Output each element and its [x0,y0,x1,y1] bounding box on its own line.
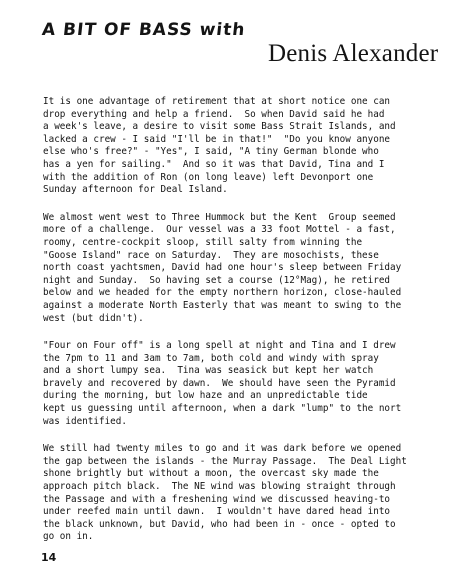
text-line: approach pitch black. The NE wind was blowing straight through [43,481,396,493]
article-body [43,96,468,559]
text-line: under reefed main until dawn. I wouldn't have dared head into [43,506,391,518]
text-line: the black unknown, but David, who had been in - once - opted to [43,518,396,530]
text-line: We still had twenty miles to go and it was dark before we opened [43,443,402,455]
text-line: lacked a crew - I said "I'll be in that!" "Do you know anyone [43,133,391,145]
paragraph [43,443,468,544]
text-line: against a moderate North Easterly that was meant to swing to the [43,299,402,311]
text-line: It is one advantage of retirement that at short notice one can [43,96,391,107]
text-line: else who's free?" - "Yes", I said, "A tiny German blonde who [43,146,379,158]
paragraph [43,96,468,197]
article-heading: A BIT OF BASS with [40,20,247,40]
text-line: was identified. [43,415,127,427]
text-line: We almost went west to Three Hummock but the Kent Group seemed [43,211,396,223]
page-number: 14 [41,551,57,564]
text-line: west (but didn't). [43,312,144,324]
text-line: the Passage and with a freshening wind we discussed heaving-to [43,493,391,505]
text-line: bravely and recovered by dawn. We should have seen the Pyramid [43,377,396,389]
text-line: drop everything and help a friend. So when David said he had [43,108,385,120]
text-line: Sunday afternoon for Deal Island. [43,184,228,196]
text-line: has a yen for sailing." And so it was that David, Tina and I [43,158,385,170]
text-line: a week's leave, a desire to visit some Bass Strait Islands, and [43,121,396,133]
text-line: during the morning, but low haze and an unpredictable tide [43,390,368,402]
author-name: Denis Alexander [268,40,439,67]
text-line: north coast yachtsmen, David had one hour's sleep between Friday [43,262,402,274]
text-line: and a short lumpy sea. Tina was seasick but kept her watch [43,365,374,377]
text-line: the gap between the islands - the Murray Passage. The Deal Light [43,455,407,467]
text-line: kept us guessing until afternoon, when a dark "lump" to the nort [43,403,402,415]
text-line: the 7pm to 11 and 3am to 7am, both cold and windy with spray [43,352,379,364]
text-line: roomy, centre-cockpit sloop, still salty from winning the [43,236,363,248]
text-line: with the addition of Ron (on long leave) left Devonport one [43,171,374,183]
text-line: shone brightly but without a moon, the overcast sky made the [43,468,379,480]
text-line: "Goose Island" race on Saturday. They are mosochists, these [43,249,379,261]
text-line: below and we headed for the empty northern horizon, close-hauled [43,287,402,299]
paragraph [43,212,468,325]
text-line: more of a challenge. Our vessel was a 33 foot Mottel - a fast, [43,224,396,236]
paragraph [43,340,468,428]
text-line: night and Sunday. So having set a course (12°Mag), he retired [43,274,391,286]
text-line: "Four on Four off" is a long spell at night and Tina and I drew [43,340,396,352]
text-line: go on in. [43,531,94,543]
